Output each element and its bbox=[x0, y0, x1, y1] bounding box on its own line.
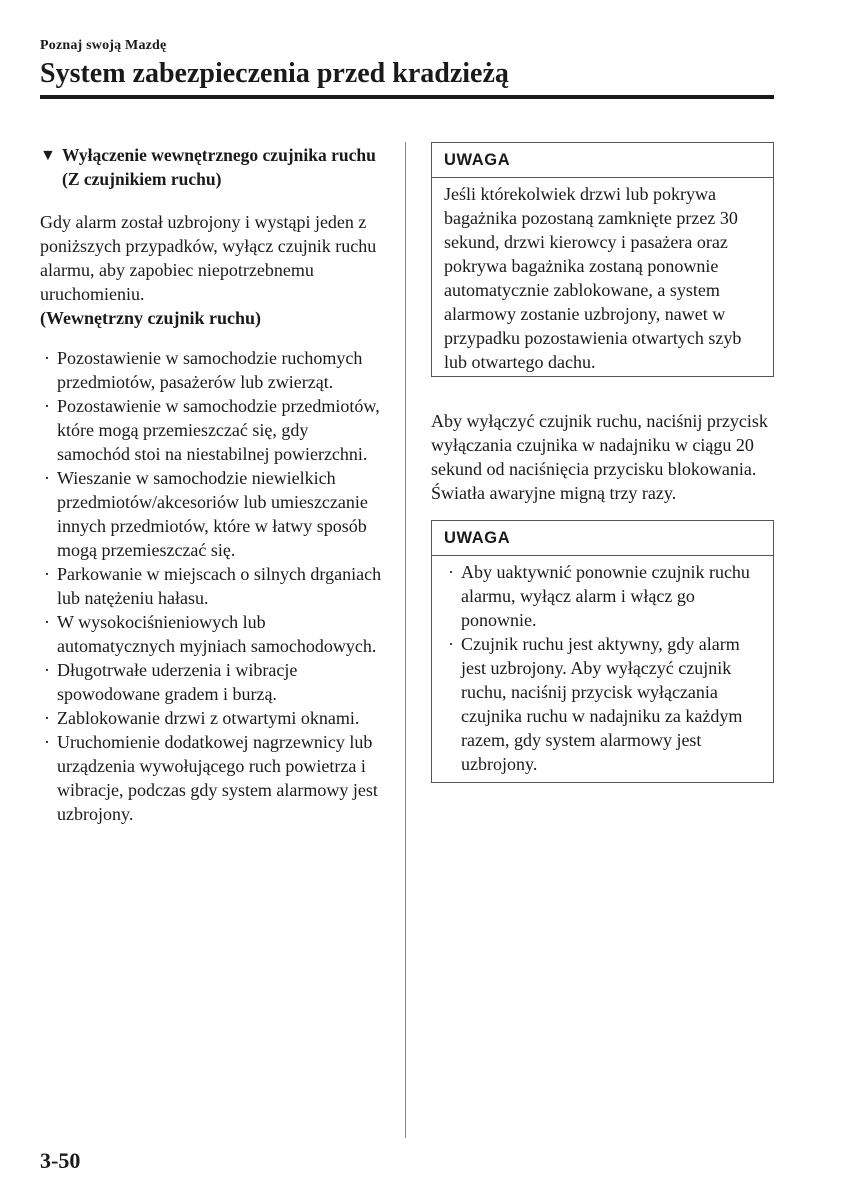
section-heading-text: Wyłączenie wewnętrznego czujnika ruchu (Z czujnikiem ruchu) bbox=[62, 145, 376, 189]
title-rule bbox=[40, 95, 774, 99]
intro-paragraph: Gdy alarm został uzbrojony i wystąpi jeden z poniższych przypadków, wyłącz czujnik ruchu alarmu, aby zapobiec niepotrzebnemu uruchomieniu. bbox=[40, 212, 377, 304]
note-text: Jeśli którekolwiek drzwi lub pokrywa bagażnika pozostaną zamknięte przez 30 sekund, drzwi kierowcy i pasażera oraz pokrywa bagażnika zostaną ponownie automatycznie zablokowane, a system alarmowy zostanie uzbrojony, nawet w przypadku pozostawienia otwartych szyb lub otwartego dachu. bbox=[444, 184, 742, 372]
list-item: · Parkowanie w miejscach o silnych drganiach lub natężeniu hałasu. bbox=[44, 564, 382, 608]
list-item: · Pozostawienie w samochodzie przedmiotów, które mogą przemieszczać się, gdy samochód stoi na niestabilnej powierzchni. bbox=[44, 396, 380, 464]
bullet-icon: · bbox=[44, 708, 50, 728]
page-title: System zabezpieczenia przed kradzieżą bbox=[40, 58, 509, 89]
column-divider bbox=[405, 142, 406, 1138]
note-bullet-list bbox=[444, 560, 761, 776]
subheading: (Wewnętrzny czujnik ruchu) bbox=[40, 308, 261, 328]
list-item: · W wysokociśnieniowych lub automatycznych myjniach samochodowych. bbox=[44, 612, 377, 656]
bullet-icon: · bbox=[44, 468, 50, 488]
list-item: · Aby uaktywnić ponownie czujnik ruchu alarmu, wyłącz alarm i włącz go ponownie. bbox=[448, 562, 750, 630]
bullet-list bbox=[40, 346, 385, 826]
list-item: · Wieszanie w samochodzie niewielkich przedmiotów/akcesoriów lub umieszczanie innych przedmiotów, które w łatwy sposób mogą przemieszczać się. bbox=[44, 468, 368, 560]
list-item: · Zablokowanie drzwi z otwartymi oknami. bbox=[44, 708, 360, 728]
left-column bbox=[40, 143, 385, 826]
section-heading bbox=[40, 143, 385, 191]
note-body bbox=[432, 556, 773, 782]
note-box bbox=[431, 520, 774, 783]
bullet-icon: · bbox=[44, 348, 50, 368]
list-item: · Czujnik ruchu jest aktywny, gdy alarm jest uzbrojony. Aby wyłączyć czujnik ruchu, naciśnij przycisk wyłączania czujnika ruchu w nadajniku za każdym razem, gdy system alarmowy jest uzbrojony. bbox=[448, 634, 743, 774]
note-label: UWAGA bbox=[432, 521, 773, 556]
bullet-icon: · bbox=[44, 612, 50, 632]
bullet-icon: · bbox=[448, 634, 454, 654]
list-item: · Pozostawienie w samochodzie ruchomych przedmiotów, pasażerów lub zwierząt. bbox=[44, 348, 363, 392]
instruction-paragraph bbox=[431, 409, 774, 505]
bullet-icon: · bbox=[44, 564, 50, 584]
right-column bbox=[431, 142, 774, 783]
bullet-icon: · bbox=[448, 562, 454, 582]
bullet-icon: · bbox=[44, 396, 50, 416]
bullet-icon: · bbox=[44, 660, 50, 680]
note-label: UWAGA bbox=[432, 143, 773, 178]
list-item: · Długotrwałe uderzenia i wibracje spowodowane gradem i burzą. bbox=[44, 660, 298, 704]
page-number: 3-50 bbox=[40, 1148, 81, 1173]
instruction-result: Światła awaryjne migną trzy razy. bbox=[431, 483, 677, 503]
bullet-icon: · bbox=[44, 732, 50, 752]
list-item: · Uruchomienie dodatkowej nagrzewnicy lub urządzenia wywołującego ruch powietrza i wibracje, podczas gdy system alarmowy jest uzbrojony. bbox=[44, 732, 378, 824]
triangle-down-icon: ▼ bbox=[40, 147, 56, 164]
instruction-text: Aby wyłączyć czujnik ruchu, naciśnij przycisk wyłączania czujnika w nadajniku w ciągu 20 sekund od naciśnięcia przycisku blokowania. bbox=[431, 411, 768, 479]
chapter-label: Poznaj swoją Mazdę bbox=[40, 38, 167, 53]
note-box bbox=[431, 142, 774, 377]
